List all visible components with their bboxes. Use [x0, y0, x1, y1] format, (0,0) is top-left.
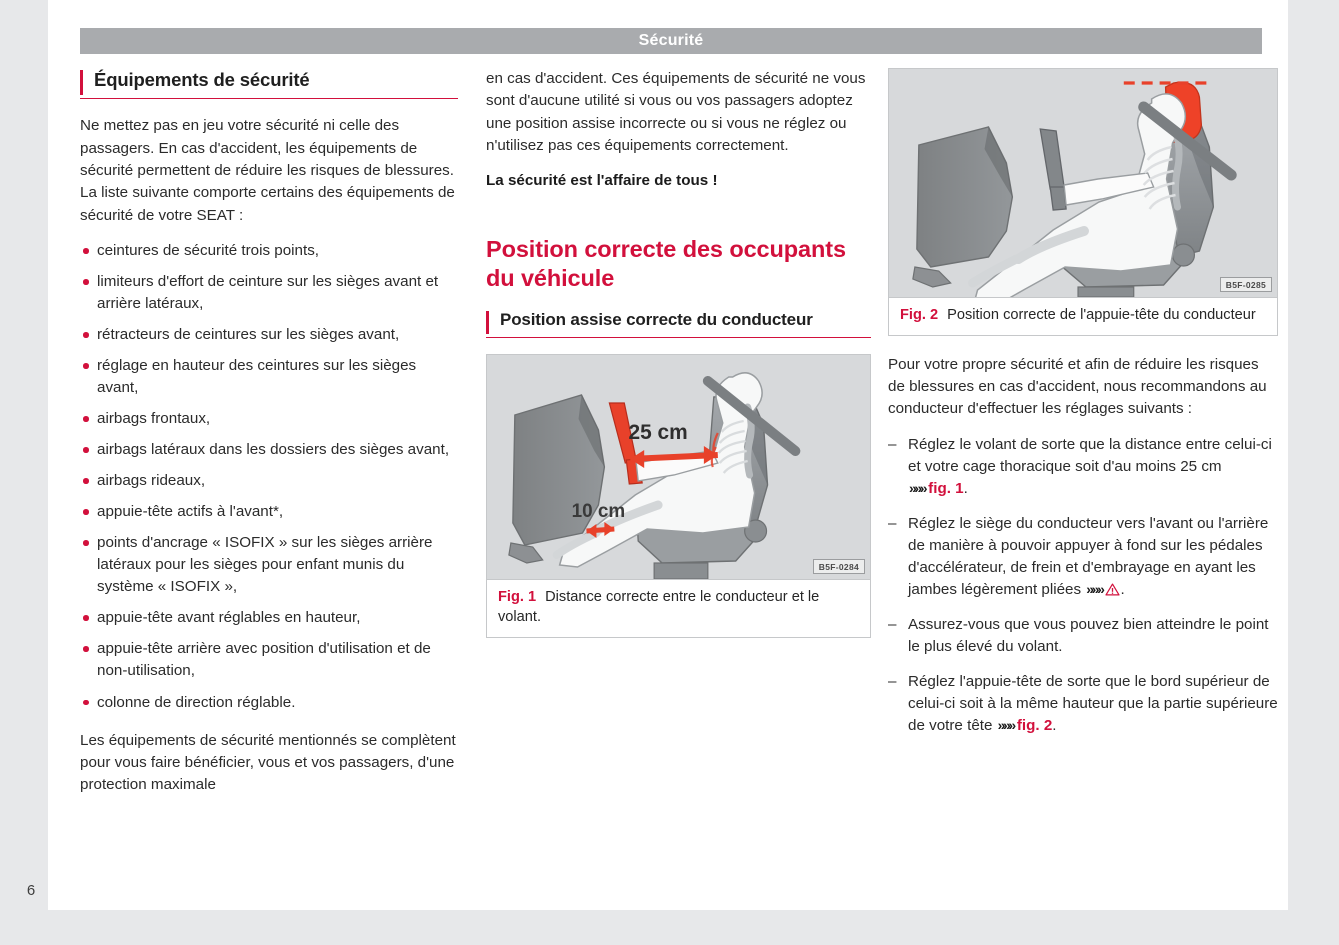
- page-number: 6: [26, 882, 36, 899]
- right-intro-paragraph: Pour votre propre sécurité et afin de réduire les risques de blessures en cas d'accident, nous recommandons au conducteur d'effectuer les réglages suivants :: [888, 355, 1267, 418]
- item-text-after: .: [963, 479, 968, 497]
- warning-triangle-icon[interactable]: [1105, 583, 1120, 596]
- heading-text: Position assise correcte du conducteur: [500, 309, 813, 329]
- item-text: Assurez-vous que vous pouvez bien atteindre le point le plus élevé du volant.: [908, 615, 1269, 655]
- driver-adjustments-list: [888, 434, 1278, 737]
- headrest-position-illustration: [889, 69, 1277, 297]
- list-item: [888, 671, 1278, 737]
- bold-statement: La sécurité est l'affaire de tous !: [486, 172, 718, 190]
- list-item: airbags latéraux dans les dossiers des sièges avant,: [80, 439, 458, 461]
- label-25cm: 25 cm: [628, 421, 688, 445]
- figure-1-image: [487, 355, 870, 580]
- figure-2-code: B5F-0285: [1220, 277, 1272, 292]
- closing-paragraph: Les équipements de sécurité mentionnés se complètent pour vous faire bénéficier, vous et vos passagers, d'une protection maximale: [80, 731, 456, 794]
- item-text: Réglez le volant de sorte que la distance entre celui-ci et votre cage thoracique soit d'au moins 25 cm: [908, 435, 1272, 475]
- figure-2-caption-text: Position correcte de l'appuie-tête du conducteur: [947, 307, 1256, 323]
- figure-2-label: Fig. 2: [900, 307, 939, 323]
- list-item: [888, 614, 1278, 658]
- label-10cm: 10 cm: [571, 501, 626, 523]
- list-item: limiteurs d'effort de ceinture sur les sièges avant et arrière latéraux,: [80, 271, 458, 315]
- list-item: appuie-tête arrière avec position d'utilisation et de non-utilisation,: [80, 638, 458, 682]
- list-item: rétracteurs de ceintures sur les sièges avant,: [80, 324, 458, 346]
- right-column: [888, 68, 1278, 750]
- list-item: airbags frontaux,: [80, 408, 458, 430]
- chevron-right-icon: »»»: [1086, 580, 1103, 597]
- chevron-right-icon: »»»: [909, 479, 926, 496]
- chevron-right-icon: »»»: [997, 717, 1014, 734]
- list-item: airbags rideaux,: [80, 470, 458, 492]
- figure-1-code: B5F-0284: [813, 559, 865, 574]
- figure-reference[interactable]: fig. 1: [928, 479, 964, 497]
- subsection-heading-position-assise: [486, 309, 871, 338]
- item-text: Réglez l'appuie-tête de sorte que le bord supérieur de celui-ci soit à la même hauteur que la partie supérieure de votre tête: [908, 673, 1278, 735]
- figure-reference[interactable]: fig. 2: [1016, 717, 1053, 735]
- figure-1-caption-text: Distance correcte entre le conducteur et le volant.: [498, 589, 820, 626]
- list-item: réglage en hauteur des ceintures sur les sièges avant,: [80, 355, 458, 399]
- figure-2: [888, 68, 1278, 336]
- list-item: appuie-tête avant réglables en hauteur,: [80, 607, 458, 629]
- figure-1: [486, 354, 871, 637]
- list-item: colonne de direction réglable.: [80, 692, 458, 714]
- figure-1-caption: [487, 580, 870, 636]
- list-item: points d'ancrage « ISOFIX » sur les sièges arrière latéraux pour les sièges pour enfant munis du système « ISOFIX »,: [80, 532, 458, 598]
- intro-paragraph: Ne mettez pas en jeu votre sécurité ni celle des passagers. En cas d'accident, les équipements de sécurité permettent de réduire les risques de blessures. La liste suivante comporte certains des équipements de sécurité de votre SEAT :: [80, 117, 455, 224]
- driver-seating-illustration: [487, 355, 870, 579]
- item-text-after: .: [1052, 717, 1057, 735]
- page-header-bar: Sécurité: [80, 28, 1262, 54]
- figure-2-image: [889, 69, 1277, 298]
- list-item: ceintures de sécurité trois points,: [80, 240, 458, 262]
- figure-1-label: Fig. 1: [498, 589, 537, 606]
- safety-equipment-list: [80, 240, 458, 714]
- item-text: Réglez le siège du conducteur vers l'avant ou l'arrière de manière à pouvoir appuyer à fond sur les pédales d'accélérateur, de frein et d'embrayage en ayant les jambes légèrement pliées: [908, 514, 1269, 598]
- middle-column: [486, 68, 871, 652]
- figure-2-caption: [889, 298, 1277, 335]
- item-text-after: .: [1120, 580, 1125, 598]
- list-item: [888, 434, 1278, 500]
- heading-text: Équipements de sécurité: [94, 69, 310, 90]
- list-item: appuie-tête actifs à l'avant*,: [80, 501, 458, 523]
- section-heading-equipements: [80, 68, 458, 99]
- list-item: [888, 513, 1278, 601]
- continued-paragraph: en cas d'accident. Ces équipements de sécurité ne vous sont d'aucune utilité si vous ou vos passagers adoptez une position assise incorrecte ou si vous ne réglez ou n'utilisez pas ces équipements correctement.: [486, 70, 866, 155]
- left-column: [80, 68, 458, 810]
- document-page: [48, 0, 1288, 910]
- section-heading-position: Position correcte des occupants du véhicule: [486, 235, 846, 291]
